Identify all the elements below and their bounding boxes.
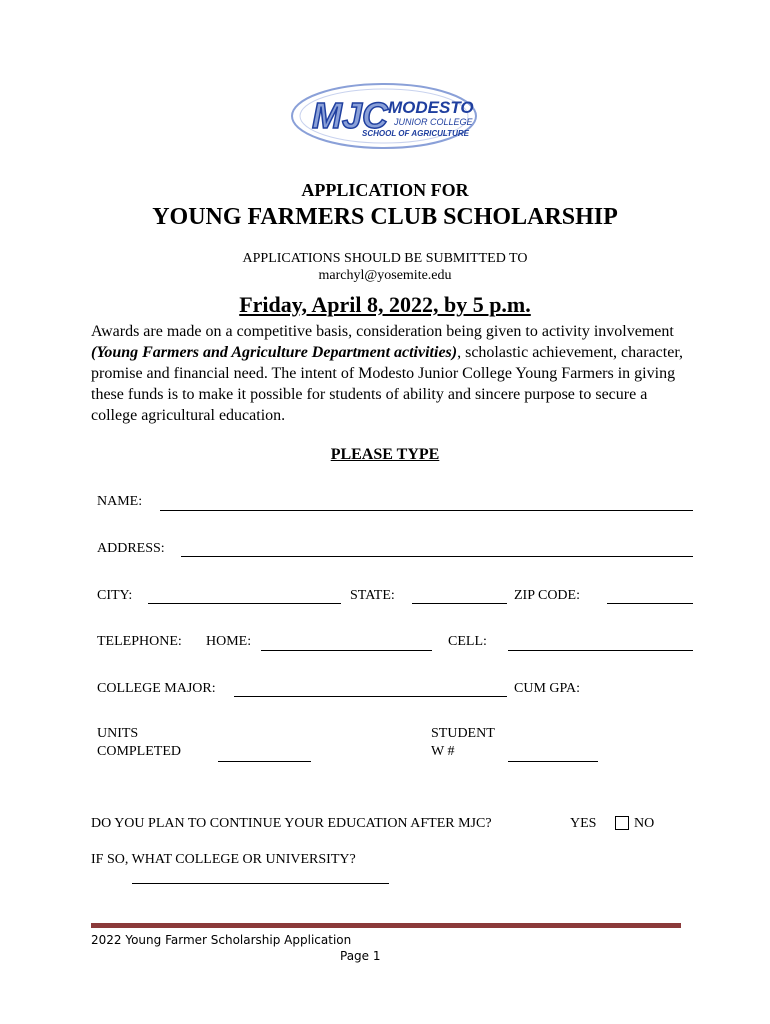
no-label: NO	[634, 816, 655, 831]
college-question: IF SO, WHAT COLLEGE OR UNIVERSITY?	[91, 852, 356, 867]
logo-graphic	[288, 78, 482, 150]
name-field[interactable]	[160, 510, 693, 511]
intro-after: , scholastic achievement, character, promise and financial need. The intent of Modesto Junior College Young Farmers in giving these funds is to make it possible for students of ability and sincere purpose to secure a college agricultural education.	[91, 344, 683, 424]
page-title: YOUNG FARMERS CLUB SCHOLARSHIP	[152, 204, 618, 230]
student-id-field[interactable]	[508, 761, 598, 762]
state-field[interactable]	[412, 603, 507, 604]
address-field[interactable]	[181, 556, 693, 557]
zip-field[interactable]	[607, 603, 693, 604]
units-label-1: UNITS	[97, 726, 139, 741]
cell-phone-field[interactable]	[508, 650, 693, 651]
logo-name: MODESTO	[388, 98, 474, 117]
logo-mark: MJC	[312, 95, 389, 136]
page-number: Page 1	[340, 949, 381, 963]
major-label: COLLEGE MAJOR:	[97, 681, 216, 696]
continue-question: DO YOU PLAN TO CONTINUE YOUR EDUCATION AFTER MJC?	[91, 816, 492, 831]
name-label: NAME:	[97, 494, 143, 509]
footer-title: 2022 Young Farmer Scholarship Application	[91, 933, 352, 947]
footer-rule	[91, 923, 681, 928]
state-label: STATE:	[350, 588, 395, 603]
logo-sub2: SCHOOL OF AGRICULTURE	[362, 129, 469, 138]
please-type-heading: PLEASE TYPE	[330, 446, 440, 463]
units-field[interactable]	[218, 761, 311, 762]
intro-paragraph	[91, 321, 691, 426]
yes-label: YES	[570, 816, 597, 831]
student-label-1: STUDENT	[431, 726, 495, 741]
no-checkbox[interactable]	[615, 816, 629, 830]
telephone-label: TELEPHONE:	[97, 634, 182, 649]
gpa-label: CUM GPA:	[514, 681, 581, 696]
major-field[interactable]	[234, 696, 507, 697]
intro-emphasis: (Young Farmers and Agriculture Department activities)	[91, 344, 458, 361]
submit-email: marchyl@yosemite.edu	[318, 268, 452, 283]
home-phone-field[interactable]	[261, 650, 432, 651]
city-label: CITY:	[97, 588, 133, 603]
college-logo	[288, 78, 482, 150]
deadline: Friday, April 8, 2022, by 5 p.m.	[239, 292, 531, 317]
logo-sub1: JUNIOR COLLEGE	[394, 117, 473, 127]
zip-label: ZIP CODE:	[514, 588, 580, 603]
city-field[interactable]	[148, 603, 341, 604]
intro-before: Awards are made on a competitive basis, consideration being given to activity involvement	[91, 323, 674, 340]
units-label-2: COMPLETED	[97, 744, 181, 759]
submit-instruction: APPLICATIONS SHOULD BE SUBMITTED TO	[242, 251, 528, 266]
college-field[interactable]	[132, 883, 389, 884]
address-label: ADDRESS:	[97, 541, 165, 556]
student-label-2: W #	[431, 744, 455, 759]
header-line1: APPLICATION FOR	[301, 180, 469, 200]
cell-phone-label: CELL:	[448, 634, 487, 649]
home-phone-label: HOME:	[206, 634, 252, 649]
